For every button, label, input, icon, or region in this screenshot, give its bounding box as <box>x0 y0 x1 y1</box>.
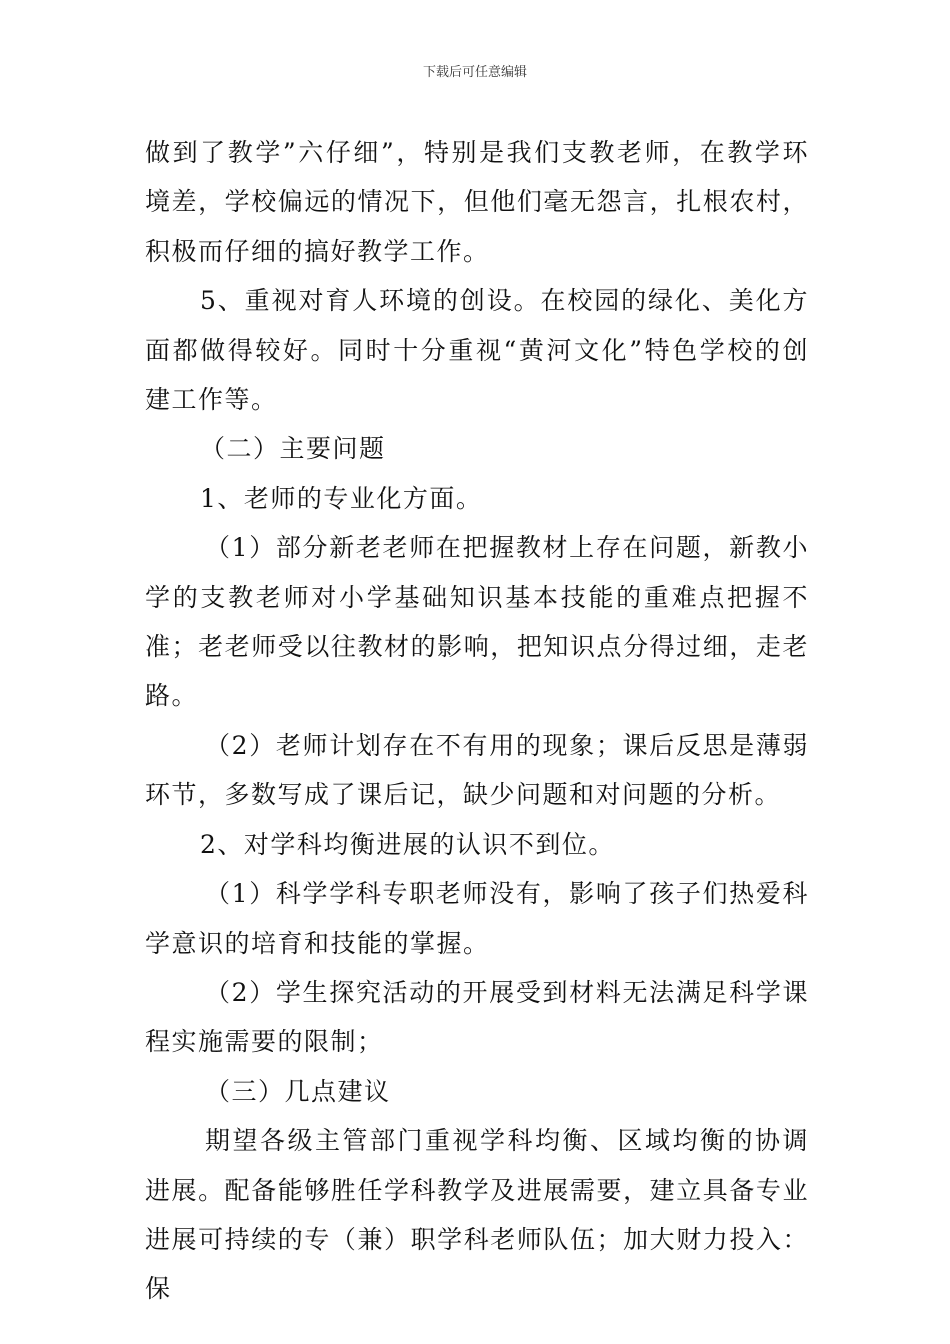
paragraph-sub-science-1: （1）科学学科专职老师没有，影响了孩子们热爱科学意识的培育和技能的掌握。 <box>145 879 809 958</box>
paragraph-teacher-professional: 1、老师的专业化方面。 <box>200 483 483 513</box>
paragraph-sub-science-2: （2）学生探究活动的开展受到材料无法满足科学课程实施需要的限制； <box>145 977 809 1057</box>
paragraph-sub-2: （2）老师计划存在不有用的现象；课后反思是薄弱环节，多数写成了课后记，缺少问题和对问题的分析。 <box>145 730 809 810</box>
section-heading-main-problems: （二）主要问题 <box>200 434 386 464</box>
section-heading-suggestions: （三）几点建议 <box>205 1076 391 1106</box>
paragraph-continuation: 做到了教学”六仔细”，特别是我们支教老师，在教学环境差，学校偏远的情况下，但他们毫无怨言，扎根农村，积极而仔细的搞好教学工作。 <box>145 138 809 266</box>
paragraph-point-5: 5、重视对育人环境的创设。在校园的绿化、美化方面都做得较好。同时十分重视“黄河文化”特色学校的创建工作等。 <box>145 286 809 415</box>
paragraph-subject-balance: 2、对学科均衡进展的认识不到位。 <box>200 829 615 859</box>
page-header-note: 下载后可任意编辑 <box>422 65 527 80</box>
paragraph-suggestion: 期望各级主管部门重视学科均衡、区域均衡的协调进展。配备能够胜任学科教学及进展需要，建立具备专业进展可持续的专（兼）职学科老师队伍；加大财力投入：保 <box>145 1126 809 1304</box>
document-body <box>145 128 809 1314</box>
paragraph-sub-1: （1）部分新老老师在把握教材上存在问题，新教小学的支教老师对小学基础知识基本技能的重难点把握不准；老老师受以往教材的影响，把知识点分得过细，走老路。 <box>145 533 809 711</box>
